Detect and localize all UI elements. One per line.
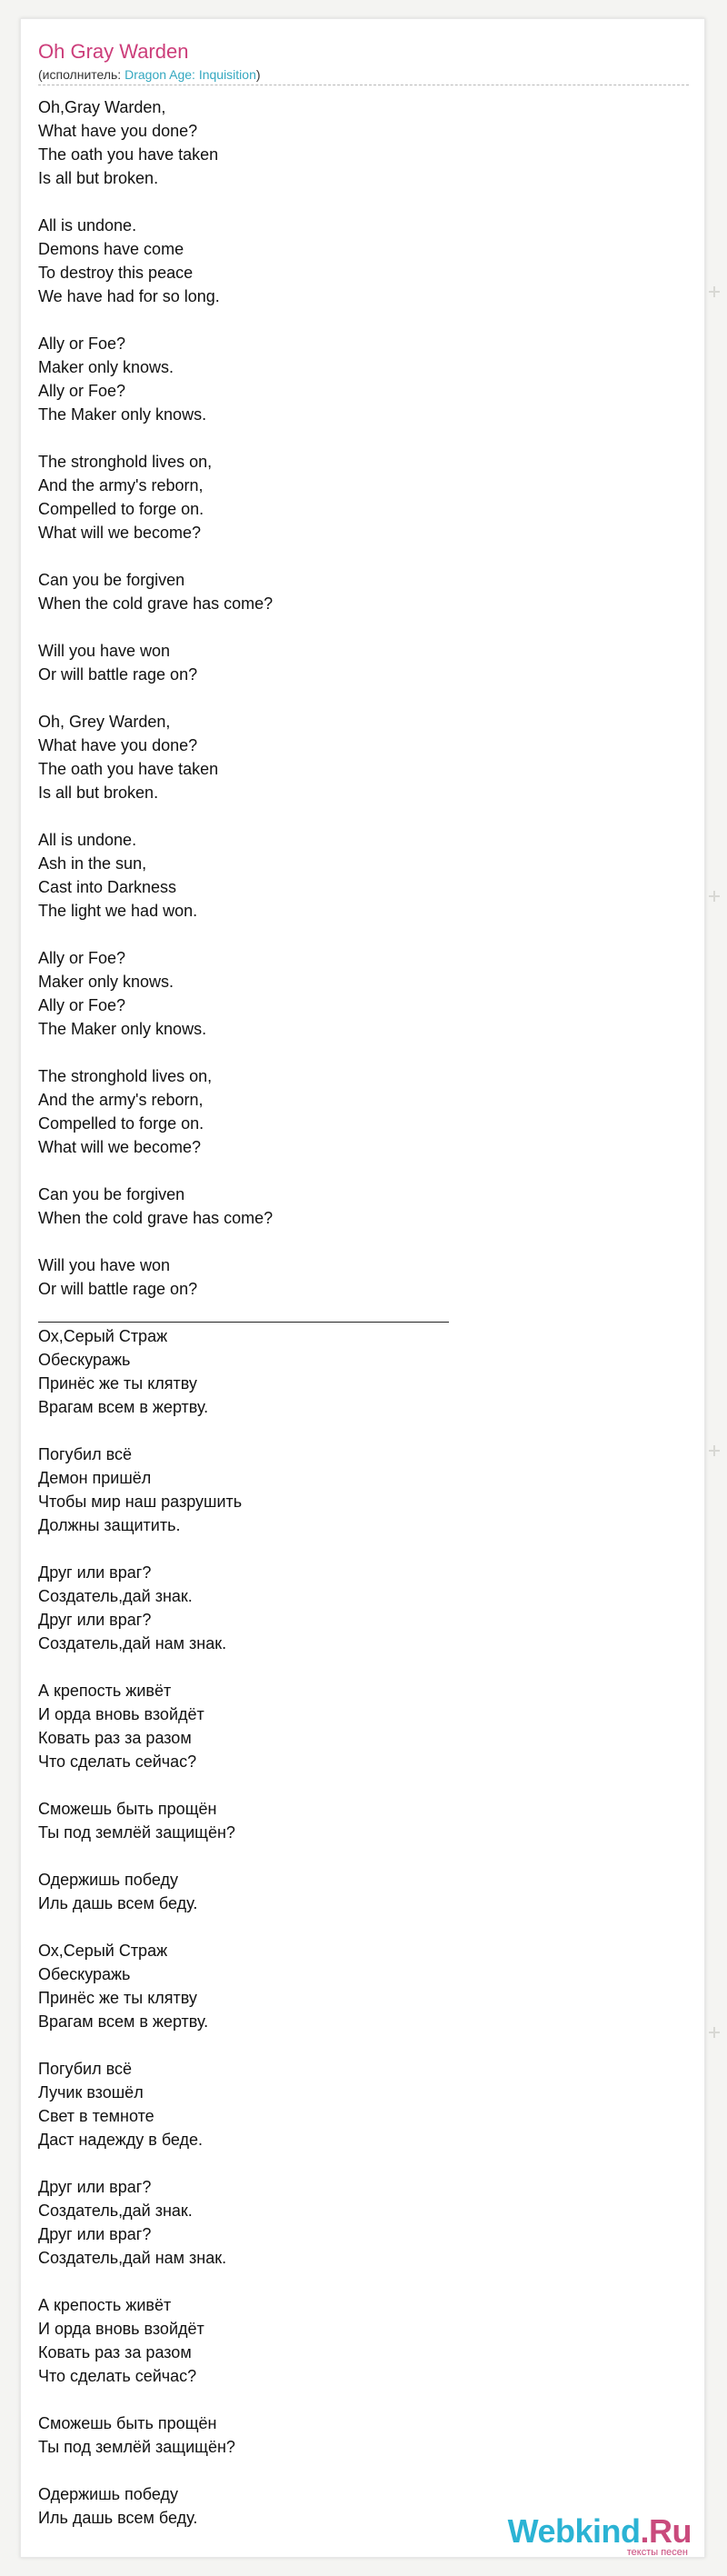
- lyric-line: Ты под землёй защищён?: [38, 1823, 235, 1842]
- lyric-line: Одержишь победу: [38, 1871, 179, 1889]
- lyric-line: А крепость живёт: [38, 2296, 172, 2314]
- lyric-line: When the cold grave has come?: [38, 1209, 274, 1227]
- lyric-line: The Maker only knows.: [38, 405, 207, 424]
- stanza-gap: [38, 1773, 674, 1797]
- lyric-line: Свет в темноте: [38, 2107, 154, 2125]
- stanza-gap: [38, 2270, 674, 2293]
- lyric-line: Создатель,дай знак.: [38, 1587, 193, 1605]
- lyric-line: Is all but broken.: [38, 169, 159, 187]
- lyric-line: Друг или враг?: [38, 1611, 152, 1629]
- site-logo[interactable]: [508, 2514, 692, 2558]
- lyric-line: What will we become?: [38, 1138, 202, 1156]
- artist-link[interactable]: Dragon Age: Inquisition: [124, 67, 256, 82]
- lyric-line: Сможешь быть прощён: [38, 2414, 217, 2432]
- lyric-line: Должны защитить.: [38, 1516, 181, 1534]
- lyric-line: And the army's reborn,: [38, 476, 204, 494]
- lyric-line: When the cold grave has come?: [38, 594, 274, 613]
- lyric-line: And the army's reborn,: [38, 1091, 204, 1109]
- stanza-gap: [38, 686, 674, 710]
- lyric-line: The oath you have taken: [38, 760, 219, 778]
- stanza-gap: [38, 544, 674, 568]
- song-title: Oh Gray Warden: [38, 40, 189, 63]
- lyric-line: Что сделать сейчас?: [38, 2367, 197, 2385]
- logo-tagline: тексты песен: [626, 2547, 688, 2558]
- lyric-line: Создатель,дай нам знак.: [38, 1634, 227, 1652]
- translation-separator: [38, 1301, 674, 1324]
- lyric-line: Ally or Foe?: [38, 996, 126, 1014]
- lyric-line: Принёс же ты клятву: [38, 1374, 197, 1393]
- lyric-line: Can you be forgiven: [38, 1185, 185, 1203]
- lyric-line: Иль дашь всем беду.: [38, 2509, 198, 2527]
- stanza-gap: [38, 2388, 674, 2411]
- lyric-line: Ты под землёй защищён?: [38, 2438, 235, 2456]
- lyric-line: To destroy this peace: [38, 264, 194, 282]
- lyric-line: Демон пришёл: [38, 1469, 152, 1487]
- lyric-line: Врагам всем в жертву.: [38, 1398, 209, 1416]
- lyric-line: All is undone.: [38, 831, 137, 849]
- lyric-line: The oath you have taken: [38, 145, 219, 164]
- lyric-line: Compelled to forge on.: [38, 1114, 204, 1133]
- lyric-line: Погубил всё: [38, 1445, 132, 1463]
- lyric-line: Друг или враг?: [38, 2178, 152, 2196]
- lyric-line: Обескуражь: [38, 1965, 131, 1983]
- decor-cross-icon: [709, 1445, 720, 1456]
- lyric-line: Is all but broken.: [38, 784, 159, 802]
- stanza-gap: [38, 2152, 674, 2175]
- logo-kind-part: kind: [574, 2512, 641, 2550]
- lyric-line: Ally or Foe?: [38, 949, 126, 967]
- lyric-line: Can you be forgiven: [38, 571, 185, 589]
- artist-prefix: (исполнитель:: [38, 67, 125, 82]
- stanza-gap: [38, 2033, 674, 2057]
- artist-suffix: ): [255, 67, 261, 82]
- stanza-gap: [38, 804, 674, 828]
- lyric-line: Or will battle rage on?: [38, 1280, 198, 1298]
- lyric-line: Maker only knows.: [38, 973, 174, 991]
- stanza-gap: [38, 308, 674, 332]
- lyric-line: Or will battle rage on?: [38, 665, 198, 684]
- stanza-gap: [38, 1844, 674, 1868]
- lyric-line: All is undone.: [38, 216, 137, 235]
- lyric-line: Друг или враг?: [38, 2225, 152, 2243]
- lyric-line: И орда вновь взойдёт: [38, 2320, 204, 2338]
- lyric-line: Одержишь победу: [38, 2485, 179, 2503]
- lyric-line: Ковать раз за разом: [38, 2343, 192, 2361]
- lyric-line: Лучик взошёл: [38, 2083, 144, 2102]
- lyric-line: Will you have won: [38, 1256, 171, 1274]
- stanza-gap: [38, 1159, 674, 1183]
- lyric-line: The light we had won.: [38, 902, 198, 920]
- lyric-line: What will we become?: [38, 524, 202, 542]
- lyric-line: The stronghold lives on,: [38, 453, 213, 471]
- lyric-line: Cast into Darkness: [38, 878, 177, 896]
- stanza-gap: [38, 190, 674, 214]
- lyric-line: Сможешь быть прощён: [38, 1800, 217, 1818]
- lyric-line: Принёс же ты клятву: [38, 1989, 197, 2007]
- lyric-line: Создатель,дай нам знак.: [38, 2249, 227, 2267]
- lyric-line: Чтобы мир наш разрушить: [38, 1493, 243, 1511]
- decor-cross-icon: [709, 286, 720, 297]
- lyric-line: Maker only knows.: [38, 358, 174, 376]
- lyric-line: The stronghold lives on,: [38, 1067, 213, 1085]
- stanza-gap: [38, 1419, 674, 1443]
- lyric-line: Ally or Foe?: [38, 382, 126, 400]
- lyric-line: Will you have won: [38, 642, 171, 660]
- stanza-gap: [38, 1537, 674, 1561]
- stanza-gap: [38, 1041, 674, 1064]
- lyric-line: What have you done?: [38, 122, 198, 140]
- lyric-line: Ох,Серый Страж: [38, 1327, 168, 1345]
- lyric-line: А крепость живёт: [38, 1682, 172, 1700]
- lyric-line: Погубил всё: [38, 2060, 132, 2078]
- lyric-line: We have had for so long.: [38, 287, 220, 305]
- lyric-line: Ally or Foe?: [38, 334, 126, 353]
- logo-ru-part: .Ru: [640, 2512, 692, 2550]
- lyric-line: И орда вновь взойдёт: [38, 1705, 204, 1723]
- stanza-gap: [38, 923, 674, 946]
- lyric-line: Обескуражь: [38, 1351, 131, 1369]
- decor-cross-icon: [709, 2027, 720, 2038]
- stanza-gap: [38, 2459, 674, 2482]
- stanza-gap: [38, 615, 674, 639]
- logo-web-part: Web: [507, 2512, 575, 2550]
- lyric-line: Врагам всем в жертву.: [38, 2012, 209, 2031]
- lyric-line: Oh, Grey Warden,: [38, 713, 171, 731]
- lyrics-card: [20, 18, 705, 2558]
- lyric-line: Ковать раз за разом: [38, 1729, 192, 1747]
- stanza-gap: [38, 1915, 674, 1939]
- lyric-line: Oh,Gray Warden,: [38, 98, 166, 116]
- lyric-line: Даст надежду в беде.: [38, 2131, 204, 2149]
- decor-cross-icon: [709, 891, 720, 902]
- lyric-line: Что сделать сейчас?: [38, 1752, 197, 1771]
- lyric-line: Compelled to forge on.: [38, 500, 204, 518]
- lyric-line: Иль дашь всем беду.: [38, 1894, 198, 1912]
- lyric-line: Друг или враг?: [38, 1563, 152, 1582]
- lyric-line: Создатель,дай знак.: [38, 2202, 193, 2220]
- lyric-line: What have you done?: [38, 736, 198, 754]
- stanza-gap: [38, 1230, 674, 1253]
- lyrics-text: [38, 95, 674, 2530]
- stanza-gap: [38, 426, 674, 450]
- lyric-line: Ash in the sun,: [38, 854, 147, 873]
- lyric-line: The Maker only knows.: [38, 1020, 207, 1038]
- lyric-line: Ох,Серый Страж: [38, 1942, 168, 1960]
- stanza-gap: [38, 1655, 674, 1679]
- artist-line: [38, 66, 261, 83]
- lyric-line: Demons have come: [38, 240, 184, 258]
- logo-wordmark: [508, 2514, 692, 2549]
